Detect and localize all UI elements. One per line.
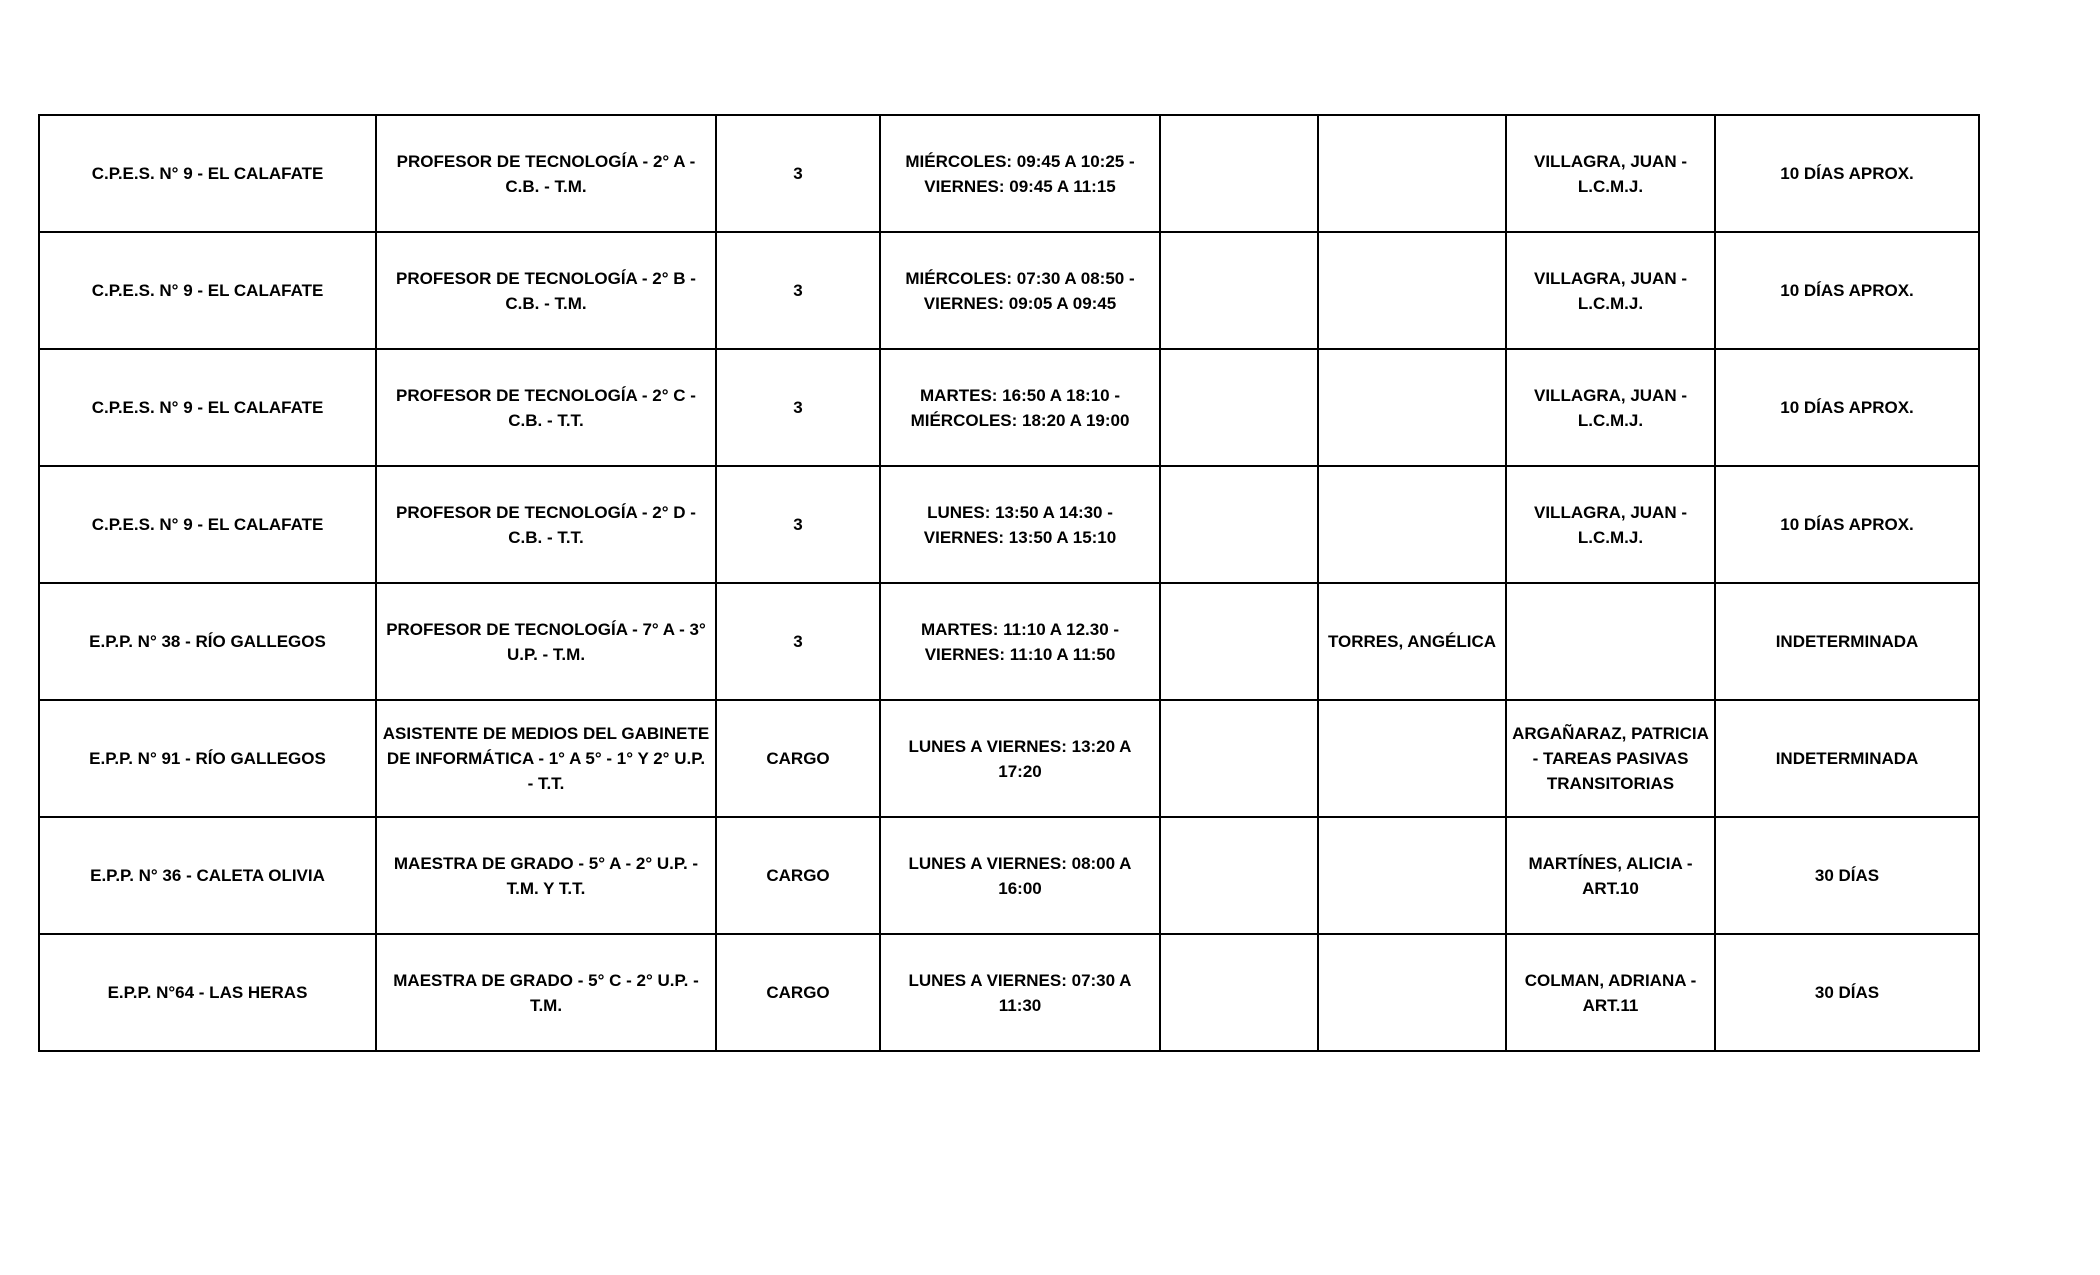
duration-cell: 10 DÍAS APROX. [1715,115,1979,232]
school-cell: C.P.E.S. N° 9 - EL CALAFATE [39,349,376,466]
schedule-cell: LUNES A VIERNES: 13:20 A 17:20 [880,700,1160,817]
position-cell: PROFESOR DE TECNOLOGÍA - 2° C - C.B. - T.T. [376,349,716,466]
schedule-cell: MARTES: 16:50 A 18:10 - MIÉRCOLES: 18:20 A 19:00 [880,349,1160,466]
replaces-cell: VILLAGRA, JUAN - L.C.M.J. [1506,466,1715,583]
hours-cell: 3 [716,583,880,700]
duration-cell: 30 DÍAS [1715,817,1979,934]
hours-cell: 3 [716,115,880,232]
replaces-cell: COLMAN, ADRIANA - ART.11 [1506,934,1715,1051]
school-cell: C.P.E.S. N° 9 - EL CALAFATE [39,232,376,349]
vacancy-table [38,114,1980,1052]
position-cell: PROFESOR DE TECNOLOGÍA - 7° A - 3° U.P. - T.M. [376,583,716,700]
position-cell: PROFESOR DE TECNOLOGÍA - 2° D - C.B. - T.T. [376,466,716,583]
replaces-cell: ARGAÑARAZ, PATRICIA - TAREAS PASIVAS TRANSITORIAS [1506,700,1715,817]
school-cell: C.P.E.S. N° 9 - EL CALAFATE [39,115,376,232]
position-cell: ASISTENTE DE MEDIOS DEL GABINETE DE INFORMÁTICA - 1° A 5° - 1° Y 2° U.P. - T.T. [376,700,716,817]
school-cell: E.P.P. N° 91 - RÍO GALLEGOS [39,700,376,817]
assignee-cell [1318,466,1506,583]
schedule-cell: LUNES A VIERNES: 07:30 A 11:30 [880,934,1160,1051]
replaces-cell: VILLAGRA, JUAN - L.C.M.J. [1506,115,1715,232]
assignee-cell [1318,817,1506,934]
table-row [39,466,1979,583]
hours-cell: CARGO [716,700,880,817]
school-cell: E.P.P. N° 36 - CALETA OLIVIA [39,817,376,934]
position-cell: PROFESOR DE TECNOLOGÍA - 2° A - C.B. - T.M. [376,115,716,232]
position-cell: MAESTRA DE GRADO - 5° C - 2° U.P. - T.M. [376,934,716,1051]
table-row [39,232,1979,349]
hours-cell: CARGO [716,817,880,934]
empty-cell [1160,583,1318,700]
assignee-cell: TORRES, ANGÉLICA [1318,583,1506,700]
hours-cell: CARGO [716,934,880,1051]
schedule-cell: MIÉRCOLES: 09:45 A 10:25 - VIERNES: 09:45 A 11:15 [880,115,1160,232]
hours-cell: 3 [716,232,880,349]
empty-cell [1160,700,1318,817]
replaces-cell: VILLAGRA, JUAN - L.C.M.J. [1506,232,1715,349]
duration-cell: INDETERMINADA [1715,583,1979,700]
table-row [39,115,1979,232]
table-row [39,349,1979,466]
school-cell: C.P.E.S. N° 9 - EL CALAFATE [39,466,376,583]
empty-cell [1160,934,1318,1051]
duration-cell: 10 DÍAS APROX. [1715,349,1979,466]
schedule-cell: LUNES: 13:50 A 14:30 - VIERNES: 13:50 A 15:10 [880,466,1160,583]
replaces-cell: VILLAGRA, JUAN - L.C.M.J. [1506,349,1715,466]
schedule-cell: MIÉRCOLES: 07:30 A 08:50 - VIERNES: 09:05 A 09:45 [880,232,1160,349]
table-row [39,583,1979,700]
schedule-cell: MARTES: 11:10 A 12.30 - VIERNES: 11:10 A 11:50 [880,583,1160,700]
assignee-cell [1318,349,1506,466]
duration-cell: INDETERMINADA [1715,700,1979,817]
empty-cell [1160,232,1318,349]
assignee-cell [1318,115,1506,232]
school-cell: E.P.P. N°64 - LAS HERAS [39,934,376,1051]
empty-cell [1160,115,1318,232]
duration-cell: 10 DÍAS APROX. [1715,232,1979,349]
replaces-cell [1506,583,1715,700]
table-row [39,700,1979,817]
assignee-cell [1318,700,1506,817]
position-cell: MAESTRA DE GRADO - 5° A - 2° U.P. - T.M. Y T.T. [376,817,716,934]
hours-cell: 3 [716,466,880,583]
duration-cell: 10 DÍAS APROX. [1715,466,1979,583]
empty-cell [1160,817,1318,934]
hours-cell: 3 [716,349,880,466]
assignee-cell [1318,232,1506,349]
assignee-cell [1318,934,1506,1051]
school-cell: E.P.P. N° 38 - RÍO GALLEGOS [39,583,376,700]
empty-cell [1160,466,1318,583]
duration-cell: 30 DÍAS [1715,934,1979,1051]
empty-cell [1160,349,1318,466]
schedule-cell: LUNES A VIERNES: 08:00 A 16:00 [880,817,1160,934]
replaces-cell: MARTÍNES, ALICIA - ART.10 [1506,817,1715,934]
table-row [39,934,1979,1051]
table-row [39,817,1979,934]
position-cell: PROFESOR DE TECNOLOGÍA - 2° B - C.B. - T.M. [376,232,716,349]
